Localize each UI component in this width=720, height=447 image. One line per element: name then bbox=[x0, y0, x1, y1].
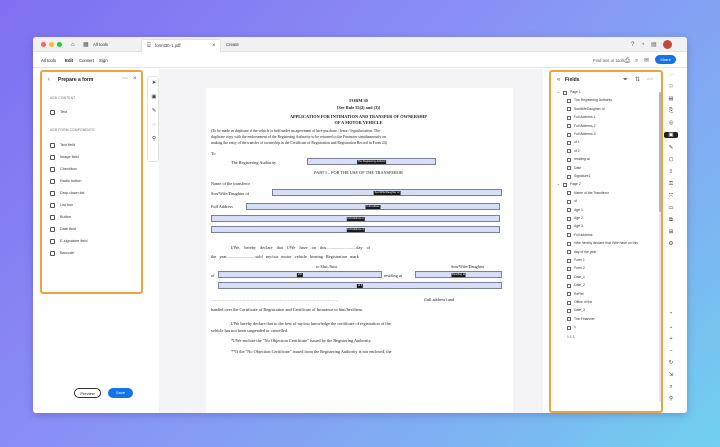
prepare-form-panel bbox=[40, 70, 143, 294]
form-component-icon bbox=[50, 191, 55, 196]
fields-title: Fields bbox=[565, 77, 580, 83]
to-label: To bbox=[211, 151, 216, 156]
field-type-icon bbox=[567, 217, 571, 221]
text-field-tool-icon[interactable]: ▣ bbox=[151, 94, 157, 100]
notifications-icon[interactable]: ◔ bbox=[641, 42, 645, 48]
page-group-label: Page 1 bbox=[570, 90, 581, 94]
window-controls bbox=[41, 42, 62, 47]
menu-all-tools[interactable]: All tools bbox=[41, 58, 57, 63]
tools-icon[interactable]: ⚙ bbox=[668, 241, 674, 247]
field-list-label: day of the year bbox=[574, 249, 597, 254]
fit-page-icon[interactable]: ⇲ bbox=[668, 372, 674, 378]
expand-icon[interactable]: ⌄ bbox=[557, 90, 560, 94]
form-component-icon bbox=[50, 215, 55, 220]
shri-field-name: shri bbox=[297, 273, 303, 276]
tool-text-label: Text bbox=[60, 110, 67, 114]
field-list-label: ReRet bbox=[574, 291, 584, 296]
form-component-item[interactable] bbox=[50, 214, 136, 222]
help-icon[interactable]: ? bbox=[631, 42, 635, 48]
find-text-input[interactable]: Find text or tools bbox=[593, 58, 625, 63]
son2-label: Son/Wife/Daughter bbox=[451, 264, 485, 269]
field-type-icon bbox=[567, 317, 571, 321]
form-component-item[interactable] bbox=[50, 142, 136, 150]
field-list-label: Age 3 bbox=[574, 224, 583, 229]
more-icon[interactable]: ⋯ bbox=[122, 76, 128, 82]
zoom-tool-icon[interactable]: ⚲ bbox=[151, 136, 157, 142]
field-type-icon bbox=[567, 99, 571, 103]
full-address-2-field[interactable] bbox=[211, 215, 500, 222]
field-list-label: Date_3 bbox=[574, 308, 585, 313]
print-icon[interactable]: ⎙ bbox=[625, 58, 630, 64]
field-list-label: Office of the bbox=[574, 300, 593, 304]
full-address-paren: (full address) and bbox=[424, 297, 455, 302]
comment-tool-icon[interactable]: ◌ bbox=[152, 122, 156, 128]
save-button[interactable]: Save bbox=[108, 388, 133, 398]
share-button[interactable]: Share bbox=[655, 55, 676, 64]
field-type-icon bbox=[567, 309, 571, 313]
more-options-icon[interactable]: ⋯ bbox=[647, 77, 653, 83]
field-list-label: Date bbox=[574, 165, 582, 170]
tool-text[interactable] bbox=[50, 109, 136, 117]
page-icon bbox=[563, 183, 567, 187]
page-up-icon[interactable]: ⌃ bbox=[668, 312, 674, 318]
form-component-label: E-signature field bbox=[60, 239, 88, 243]
close-window-button[interactable] bbox=[41, 42, 46, 47]
field-type-icon bbox=[567, 149, 571, 153]
of-2-field[interactable] bbox=[218, 282, 502, 289]
transferor-name-label: Name of the transferor bbox=[211, 181, 251, 186]
field-type-icon bbox=[567, 267, 571, 271]
form-component-item[interactable] bbox=[50, 166, 136, 174]
page-group-label: Page 2 bbox=[570, 182, 581, 187]
menu-convert[interactable]: Convert bbox=[79, 58, 95, 63]
search-doc-icon[interactable]: ⌕ bbox=[669, 384, 673, 390]
stamp-icon[interactable]: ⬡ bbox=[668, 157, 674, 163]
field-list-label: SonWifeDaughter of bbox=[574, 106, 605, 111]
to-shri-label: to Shri./Smt. bbox=[316, 264, 338, 269]
full-address-dots: ............................................................................................. bbox=[211, 297, 339, 302]
field-list-label: I/We hereby declare that I/We have on this bbox=[574, 241, 638, 246]
pdf-icon: ⌸ bbox=[147, 43, 151, 49]
form-component-label: Drop-down list bbox=[60, 191, 85, 195]
close-tab-icon[interactable]: × bbox=[212, 43, 216, 49]
field-list-label: The Registering Authority bbox=[574, 98, 613, 103]
shri-field[interactable] bbox=[218, 271, 382, 278]
tab-bar bbox=[33, 37, 687, 52]
part1-heading: PART I – FOR THE USE OF THE TRANSFEROR bbox=[314, 170, 403, 175]
bookmark-icon[interactable]: ⌑ bbox=[669, 84, 673, 90]
handed-over-line: handed over the Certificate of Registration and Certificate of Insurance to him/her/them. bbox=[211, 307, 364, 312]
intro-line1: (To be made in duplicate if the vehicle is held under an agreement of hire-purchase / lease / hypothecation. The bbox=[211, 129, 380, 133]
form-component-icon bbox=[50, 203, 55, 208]
close-panel-icon[interactable]: × bbox=[133, 76, 137, 82]
field-type-icon bbox=[567, 175, 571, 179]
declare2-line2: vehicle has not been suspended or cancelled. bbox=[211, 328, 288, 333]
field-type-icon bbox=[567, 191, 571, 195]
select-tool-icon[interactable]: ➤ bbox=[151, 80, 157, 86]
field-list-label: Name of the Transferor bbox=[574, 190, 609, 195]
form-component-item[interactable] bbox=[50, 226, 136, 234]
field-type-icon bbox=[567, 259, 571, 263]
declare2-line1: I/We hereby declare that to the best of my/our knowledge the certificate of registration of the bbox=[231, 321, 391, 326]
form-component-item[interactable] bbox=[50, 178, 136, 186]
field-type-icon bbox=[567, 116, 571, 120]
field-type-icon bbox=[567, 166, 571, 170]
full-address-field[interactable] bbox=[246, 203, 500, 210]
rotate-icon[interactable]: ↻ bbox=[668, 360, 674, 366]
field-list-label: Form 2 bbox=[574, 266, 585, 271]
field-list-label: Full Address 1 bbox=[574, 115, 596, 120]
field-list-label: The Financier bbox=[574, 316, 595, 321]
back-icon[interactable]: ‹ bbox=[48, 77, 50, 83]
field-list-label: Form 1 bbox=[574, 258, 585, 262]
field-type-icon bbox=[567, 326, 571, 330]
field-list-label: of 2 bbox=[574, 148, 580, 153]
menu-sign[interactable]: Sign bbox=[99, 58, 108, 63]
field-type-icon bbox=[567, 124, 571, 128]
field-type-icon bbox=[567, 141, 571, 145]
zoom-in-icon[interactable]: + bbox=[669, 336, 673, 342]
form-component-icon bbox=[50, 155, 55, 160]
form-component-icon bbox=[50, 143, 55, 148]
search-icon[interactable]: ⌕ bbox=[635, 58, 639, 64]
residing-label: residing at bbox=[384, 273, 403, 278]
field-list-label: Full address bbox=[574, 232, 593, 237]
field-list-label: Age 1 bbox=[574, 207, 583, 212]
compress-icon[interactable]: ⧉ bbox=[669, 217, 673, 223]
fields-scrollbar[interactable] bbox=[659, 92, 661, 402]
right-icon-strip bbox=[664, 72, 678, 412]
form-component-label: Date field bbox=[60, 227, 77, 231]
form-component-icon bbox=[50, 167, 55, 172]
pages-icon[interactable]: ▤ bbox=[668, 96, 674, 102]
form-component-item[interactable] bbox=[50, 190, 136, 198]
home-icon[interactable]: ⌂ bbox=[71, 42, 75, 48]
authority-field-name: The Registering Authorit bbox=[357, 160, 386, 163]
fields-panel bbox=[549, 70, 663, 413]
rule-reference: [See Rule 55(2) and (3)] bbox=[336, 105, 381, 110]
field-type-icon bbox=[567, 301, 571, 305]
noc-line1: *I/We enclose the "No Objection Certificate" issued by the Registering Authority. bbox=[231, 338, 372, 343]
scroll-thumb[interactable] bbox=[659, 92, 661, 212]
filter-icon[interactable]: ⏷ bbox=[623, 77, 628, 83]
full-address-label: Full Address bbox=[211, 204, 233, 209]
field-type-icon bbox=[567, 292, 571, 296]
form-title-line1: APPLICATION FOR INTIMATION AND TRANSFER OF OWNERSHIP bbox=[289, 114, 428, 119]
field-type-icon bbox=[567, 225, 571, 229]
authority-field[interactable] bbox=[307, 158, 436, 165]
form-component-icon bbox=[50, 179, 55, 184]
field-list-label: of 1 bbox=[574, 140, 580, 145]
form-component-item[interactable] bbox=[50, 238, 136, 246]
pen-tool-icon[interactable]: ✎ bbox=[151, 108, 157, 114]
field-type-icon bbox=[567, 250, 571, 254]
field-type-icon bbox=[567, 158, 571, 162]
form-component-label: Checkbox bbox=[60, 167, 77, 171]
form-component-label: List box bbox=[60, 203, 74, 207]
field-list-label: Signature1 bbox=[574, 174, 591, 178]
form-component-icon bbox=[50, 251, 55, 256]
form-component-item[interactable] bbox=[50, 250, 136, 258]
field-list-label: Date_2 bbox=[574, 283, 585, 288]
of-2-field-name: of 2 bbox=[357, 284, 363, 287]
document-page bbox=[206, 88, 513, 413]
add-content-header: ADD CONTENT bbox=[50, 96, 76, 100]
form-component-item[interactable] bbox=[50, 202, 136, 210]
field-list-label: of bbox=[574, 199, 577, 204]
tab-document-label: formt30-1.pdf bbox=[155, 43, 181, 48]
full-address-3-field[interactable] bbox=[211, 226, 500, 233]
field-type-icon bbox=[567, 284, 571, 288]
form-component-item[interactable] bbox=[50, 154, 136, 162]
apps-icon[interactable]: ▤ bbox=[651, 42, 657, 48]
form-component-label: Image field bbox=[60, 155, 79, 159]
field-type-icon bbox=[567, 200, 571, 204]
tool-strip bbox=[147, 76, 159, 162]
attachment-icon[interactable]: ⎘ bbox=[668, 108, 674, 114]
tab-create[interactable]: Create bbox=[226, 42, 239, 47]
protect-icon[interactable]: ⚿ bbox=[668, 181, 674, 187]
menu-bar bbox=[33, 52, 687, 68]
intro-line3: making the entry of the transfer of ownership in the Certificate of Registration and Registration Record in Form 24) bbox=[211, 141, 387, 145]
mail-icon[interactable]: ✉ bbox=[644, 58, 650, 64]
form-component-label: Text field bbox=[60, 143, 75, 147]
intro-line2: duplicate copy with the endorsement of the Registering Authority to be returned to the Financier simultaneously on bbox=[211, 135, 387, 139]
page-down-icon[interactable]: ⌄ bbox=[668, 324, 674, 330]
layers-icon[interactable]: ◎ bbox=[668, 120, 674, 126]
field-list-label: Date_1 bbox=[574, 274, 585, 279]
page-icon bbox=[563, 91, 567, 95]
form-component-icon bbox=[50, 227, 55, 232]
panel-title: Prepare a form bbox=[58, 77, 94, 83]
sort-icon[interactable]: ⇅ bbox=[635, 77, 641, 83]
form-component-label: Barcode bbox=[60, 251, 75, 255]
form-title-line2: OF A MOTOR VEHICLE bbox=[334, 120, 383, 125]
scan-icon[interactable]: ⊞ bbox=[668, 229, 674, 235]
field-list-label: Full Address 2 bbox=[574, 123, 596, 128]
minimize-window-button[interactable] bbox=[49, 42, 54, 47]
form-fields-icon[interactable]: ▣ bbox=[664, 132, 678, 138]
field-list-label: residing at bbox=[574, 157, 590, 162]
field-type-icon bbox=[567, 233, 571, 237]
form-component-label: Button bbox=[60, 215, 71, 219]
declare-line2: the year...........................sold my/our motor vehicle bearing Registration mark bbox=[211, 254, 359, 259]
full-address-3-field-name: Full Address 3 bbox=[347, 228, 364, 231]
export-icon[interactable]: ⇪ bbox=[668, 169, 674, 175]
maximize-window-button[interactable] bbox=[57, 42, 62, 47]
residing-field-name: Residing at bbox=[452, 273, 465, 276]
preview-button[interactable]: Preview bbox=[74, 388, 101, 398]
text-icon bbox=[50, 110, 55, 115]
son-wife-field[interactable] bbox=[272, 189, 502, 196]
tab-all-tools[interactable]: All tools bbox=[93, 42, 109, 47]
residing-field[interactable] bbox=[415, 271, 502, 278]
field-type-icon bbox=[567, 275, 571, 279]
edit-icon[interactable]: ✎ bbox=[668, 145, 674, 151]
zoom-out-icon[interactable]: − bbox=[669, 348, 673, 354]
expand-icon[interactable]: ⌄ bbox=[557, 182, 560, 187]
field-list-label: Age 2 bbox=[574, 216, 583, 220]
comment-icon[interactable]: ◌ bbox=[669, 72, 673, 78]
of-label: of bbox=[211, 273, 215, 278]
authority-label: The Registering Authority bbox=[231, 160, 277, 165]
magnify-icon[interactable]: ⚲ bbox=[668, 396, 674, 402]
fields-footer-label: 1 1 1 bbox=[567, 334, 575, 339]
menu-edit[interactable]: Edit bbox=[65, 58, 74, 63]
form-components-header: ADD FORM COMPONENTS bbox=[50, 128, 95, 132]
field-type-icon bbox=[567, 208, 571, 212]
full-address-2-field-name: Full Address 2 bbox=[347, 217, 364, 220]
form-number: FORM 30 bbox=[349, 98, 368, 103]
full-address-field-name: Full Addres bbox=[366, 205, 380, 208]
field-type-icon bbox=[567, 133, 571, 137]
collapse-icon[interactable]: « bbox=[557, 77, 561, 83]
redact-icon[interactable]: ▭ bbox=[668, 205, 674, 211]
field-type-icon bbox=[567, 107, 571, 111]
tab-document[interactable] bbox=[141, 39, 221, 52]
declare-line1: I/We, hereby declare that I/We have on this............................day of bbox=[231, 245, 371, 250]
grid-icon[interactable]: ▦ bbox=[83, 42, 89, 48]
field-type-icon bbox=[567, 242, 571, 246]
noc-line2: **If the "No Objection Certificate" issued from the Registering Authority is not enclosed, the bbox=[231, 349, 392, 354]
field-list-label: 1 bbox=[574, 325, 576, 330]
son-wife-label: Son/Wife/Daughter of bbox=[211, 191, 250, 196]
field-list-label: Full Address 3 bbox=[574, 132, 596, 136]
son-wife-field-name: Son/Wife/Daughter of bbox=[374, 191, 400, 194]
avatar[interactable] bbox=[663, 40, 672, 49]
form-component-label: Radio button bbox=[60, 179, 82, 183]
form-component-icon bbox=[50, 239, 55, 244]
organize-icon[interactable]: ⤧ bbox=[668, 193, 674, 199]
